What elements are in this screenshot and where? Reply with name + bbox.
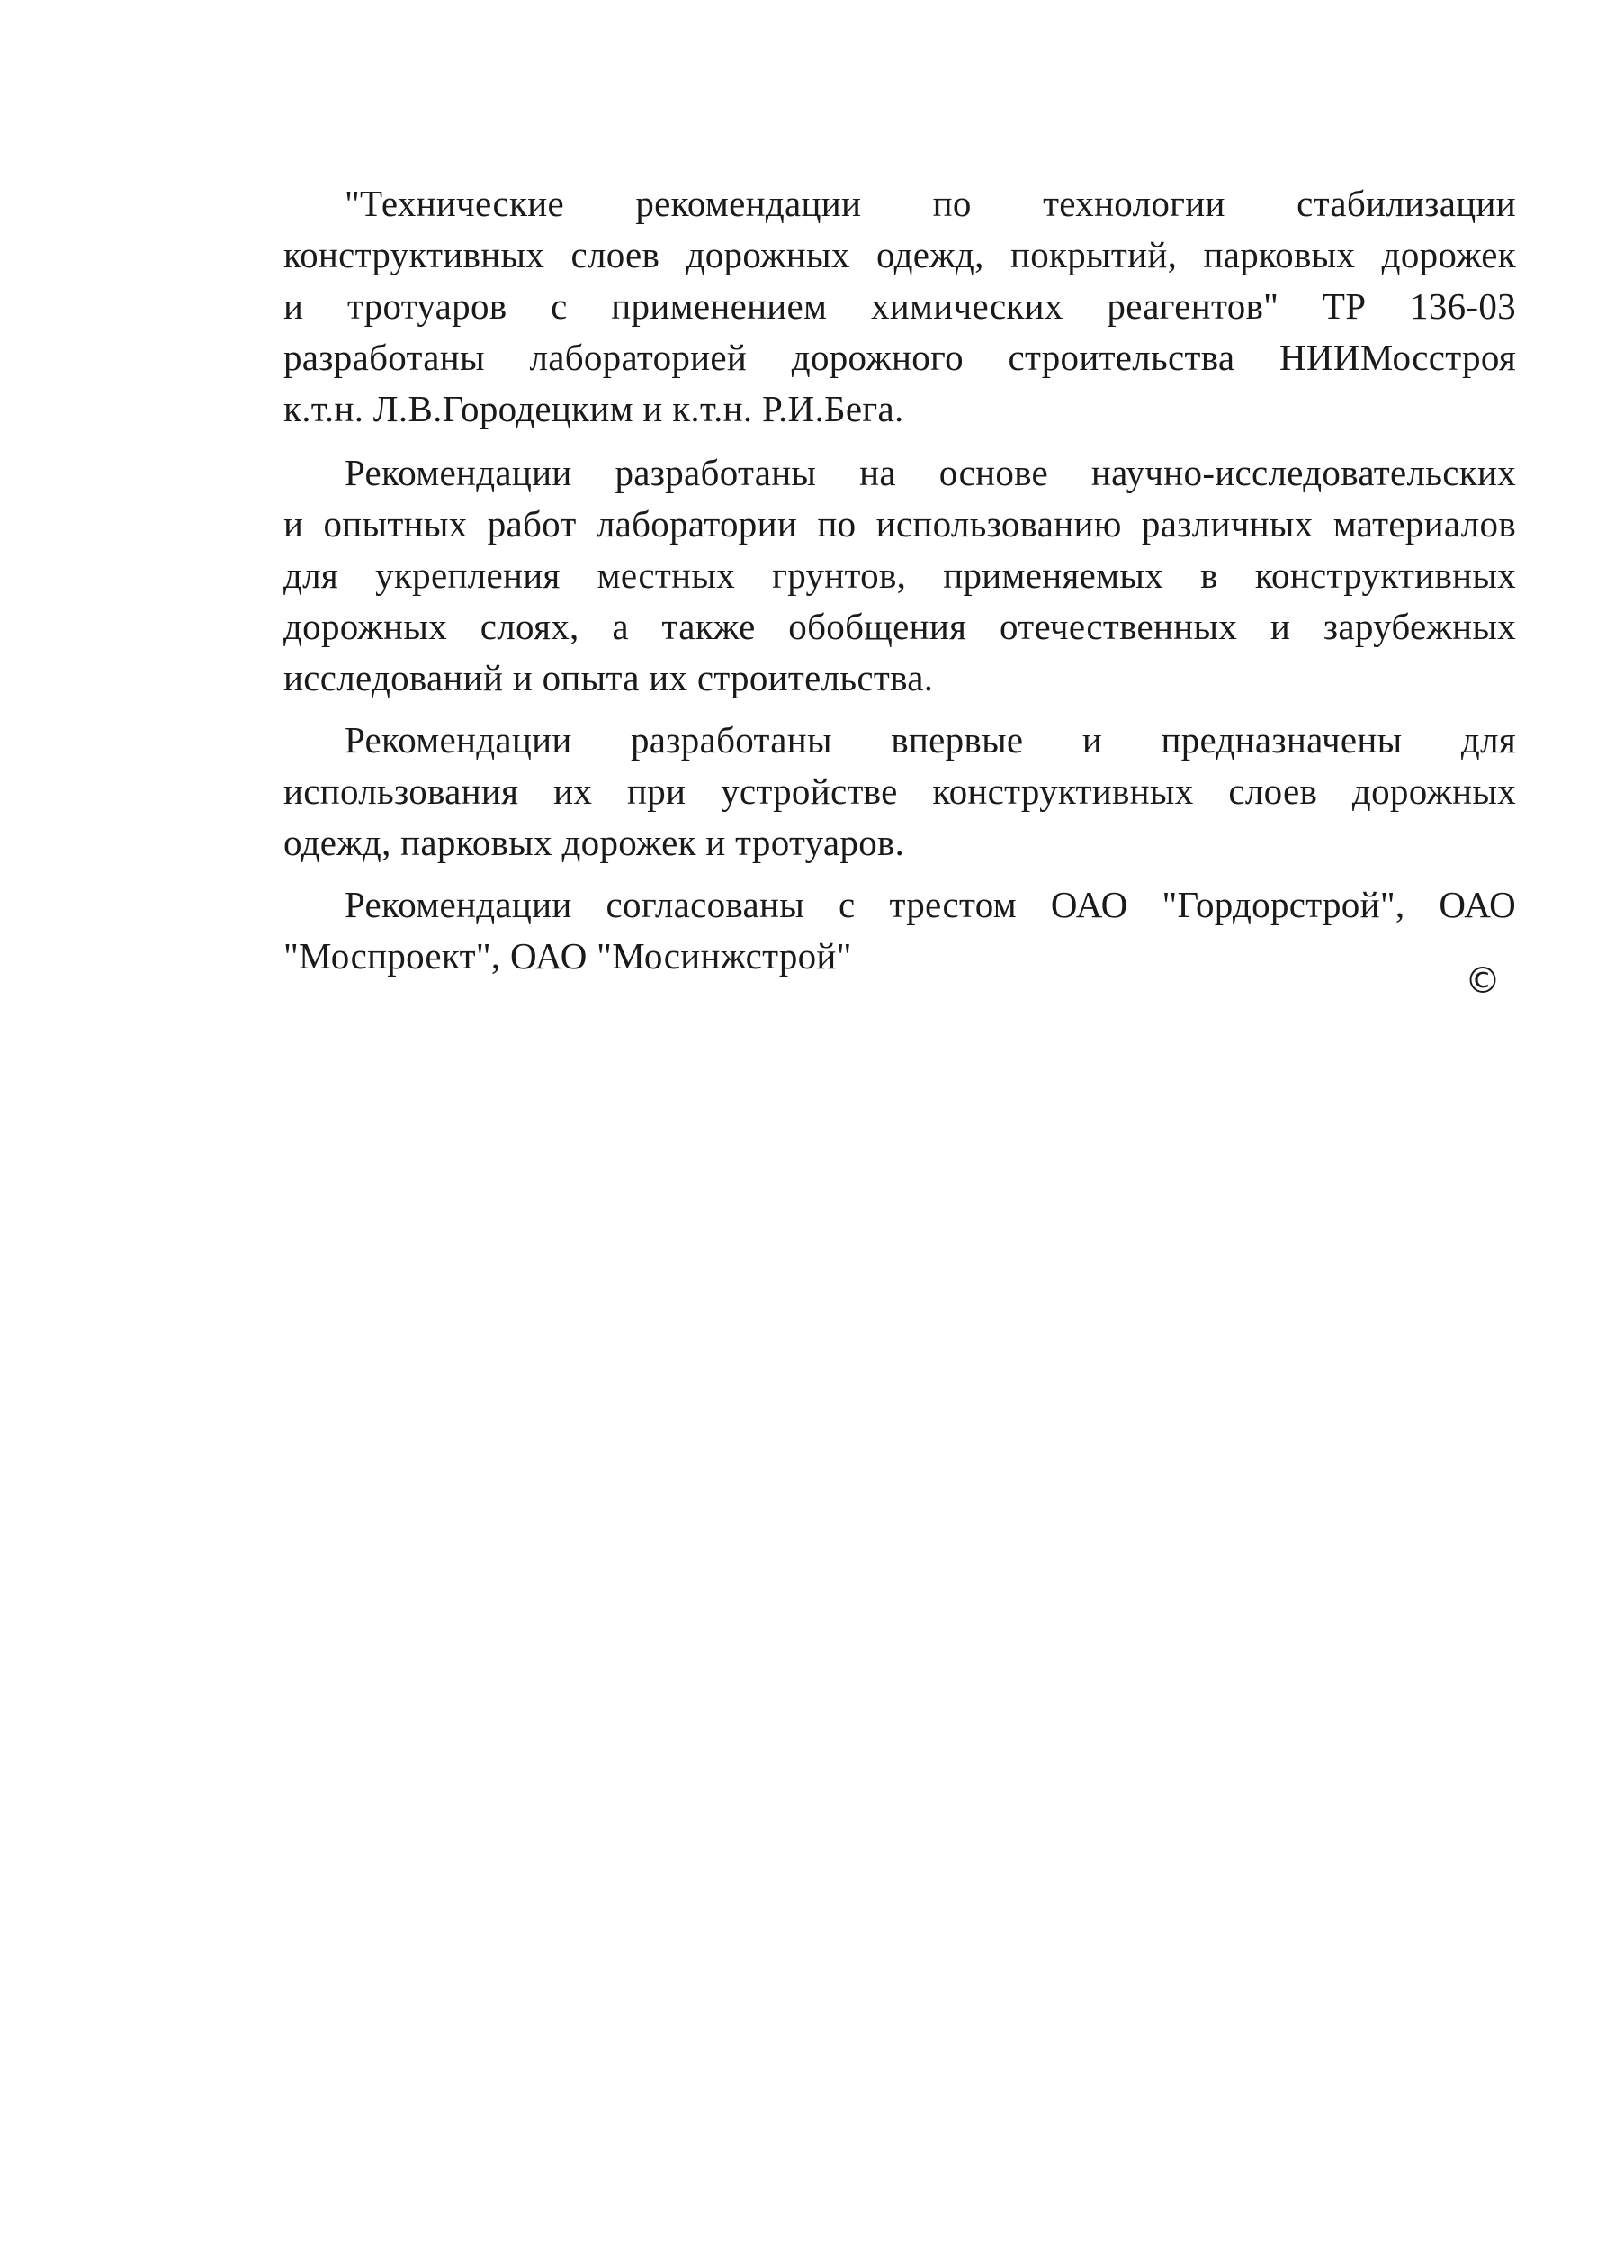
text-line: Рекомендации разработаны на основе научно-исследовательских: [345, 452, 1516, 493]
copyright-icon: ©: [1465, 960, 1501, 1002]
text-line: разработаны лабораторией дорожного строительства НИИМосстроя: [283, 337, 1516, 378]
text-line: Рекомендации согласованы с трестом ОАО "Гордорстрой", ОАО: [345, 884, 1516, 925]
text-line: одежд, парковых дорожек и тротуаров.: [283, 822, 905, 863]
text-line: "Моспроект", ОАО "Мосинжстрой": [283, 935, 852, 976]
text-line: конструктивных слоев дорожных одежд, покрытий, парковых дорожек: [283, 234, 1516, 275]
text-line: Рекомендации разработаны впервые и предназначены для: [345, 719, 1516, 760]
paragraph-authors: [283, 178, 1516, 435]
text-line: дорожных слоях, а также обобщения отечественных и зарубежных: [283, 606, 1516, 647]
text-line: и тротуаров с применением химических реагентов" ТР 136-03: [283, 285, 1516, 327]
text-line: для укрепления местных грунтов, применяемых в конструктивных: [283, 554, 1516, 596]
paragraph-basis: [283, 447, 1516, 704]
text-line: исследований и опыта их строительства.: [283, 657, 934, 698]
text-line: "Технические рекомендации по технологии стабилизации: [345, 183, 1516, 224]
paragraph-approval: [283, 879, 1516, 982]
paragraph-purpose: [283, 715, 1516, 868]
text-line: и опытных работ лаборатории по использованию различных материалов: [283, 503, 1516, 544]
text-line: к.т.н. Л.В.Городецким и к.т.н. Р.И.Бега.: [283, 388, 904, 429]
text-line: использования их при устройстве конструктивных слоев дорожных: [283, 770, 1516, 812]
document-body: [283, 178, 1516, 982]
